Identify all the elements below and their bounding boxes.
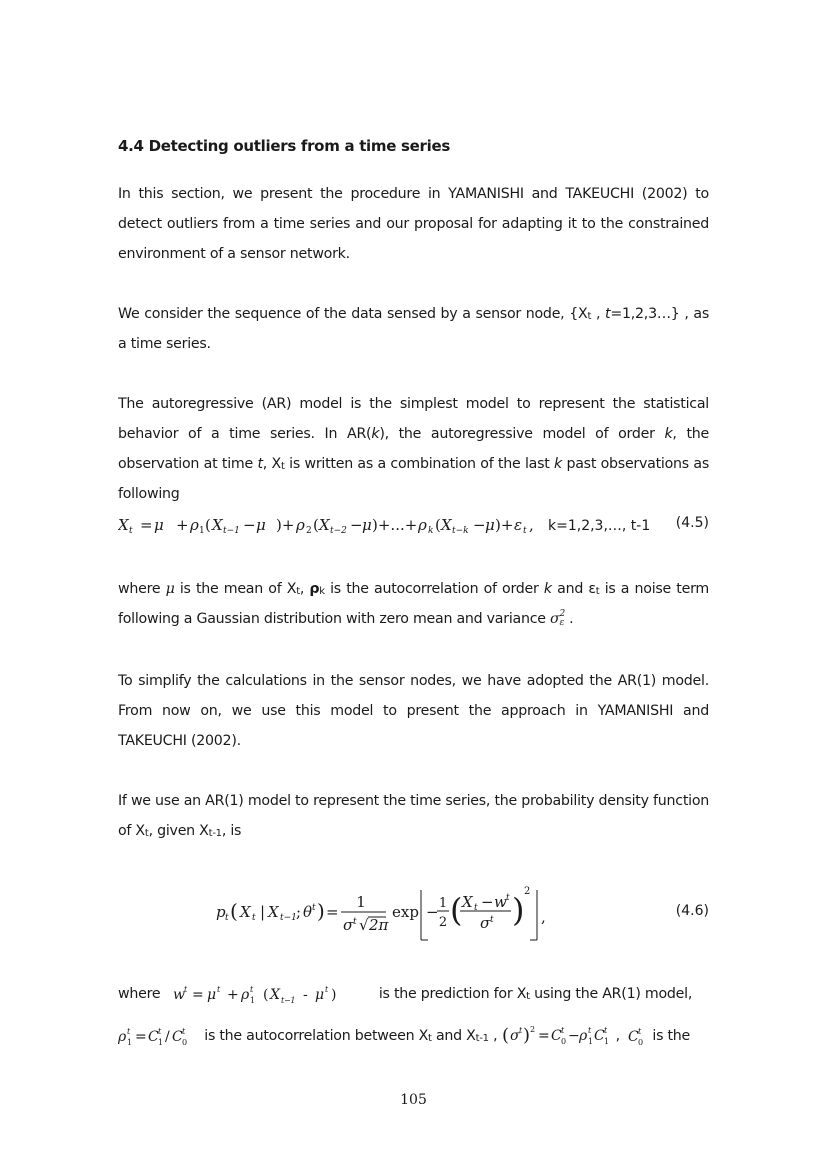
subscript: t-1	[475, 1033, 489, 1044]
eq-paren: (	[313, 516, 319, 534]
f-sub-0: 0	[182, 1038, 187, 1047]
eq-sub-t: t	[225, 913, 229, 923]
text-span: is the prediction for X	[374, 986, 527, 1002]
text-span: past observations as following	[118, 456, 709, 502]
eq-x: X	[240, 903, 251, 921]
f-sub-1: 1	[587, 1037, 593, 1046]
eq-minus: −	[243, 516, 256, 534]
subscript: t-1	[208, 828, 222, 839]
paragraph-ar-model	[118, 389, 709, 509]
superscript: 2	[559, 609, 565, 619]
f-sup-t: t	[127, 1027, 130, 1036]
f-equals: =	[537, 1028, 550, 1044]
f-w: w	[172, 987, 185, 1003]
text-span: where	[118, 986, 161, 1002]
text-span: and ε	[551, 581, 596, 597]
text-span: , is	[221, 823, 242, 839]
eq-mu: μ	[256, 516, 266, 534]
subscript: t	[587, 311, 592, 322]
variance-formula	[502, 1024, 614, 1048]
f-rparen: )	[522, 1025, 530, 1046]
equation-4-6-body	[216, 880, 556, 946]
eq-theta: θ	[303, 903, 313, 921]
eq-paren: )+	[276, 516, 295, 534]
f-plus: +	[226, 987, 239, 1003]
text-span: is written as a combination of the last	[284, 456, 555, 472]
f-c: C	[628, 1029, 639, 1045]
eq-sup-t: t	[353, 917, 357, 927]
subscript: k	[319, 586, 325, 597]
paragraph-density	[118, 786, 709, 846]
text-span: , given X	[148, 823, 209, 839]
eq-x: X	[441, 516, 452, 534]
text-span: .	[564, 611, 574, 627]
eq-2pi: 2π	[369, 916, 389, 934]
eq-lparen: (	[230, 899, 238, 923]
subscript: t	[280, 461, 285, 472]
eq-half-num: 1	[438, 896, 448, 911]
text-span: ,	[591, 306, 606, 322]
f-sub-0: 0	[638, 1038, 643, 1047]
f-sub-1: 1	[127, 1038, 132, 1047]
text-span: is the autocorrelation of order	[324, 581, 544, 597]
italic-var: k	[664, 426, 673, 442]
f-x: X	[269, 987, 280, 1003]
f-mu: μ	[206, 987, 216, 1003]
eq-comma: ,	[529, 516, 534, 534]
text-span: is the autocorrelation between X	[200, 1028, 429, 1044]
f-rparen: )	[330, 987, 336, 1003]
paragraph-time-series	[118, 299, 709, 359]
eq-sub-t2: t−2	[330, 526, 347, 536]
text-span: where	[118, 581, 166, 597]
eq-minus: −	[481, 893, 494, 911]
equation-4-5	[118, 515, 709, 537]
f-slash: /	[165, 1029, 170, 1045]
f-sup-t: t	[587, 1026, 591, 1035]
eq-sigma: σ	[480, 914, 491, 932]
f-rho: ρ	[240, 987, 249, 1003]
f-sigma: σ	[509, 1028, 519, 1044]
italic-var: k	[554, 456, 562, 472]
f-sup-t: t	[518, 1026, 522, 1035]
f-sup-t: t	[182, 1027, 185, 1036]
f-c: C	[172, 1029, 183, 1045]
f-minus: −	[567, 1028, 580, 1044]
equation-number-4-6: (4.6)	[675, 903, 709, 919]
eq-comma: ,	[541, 908, 546, 926]
f-sup-t: t	[158, 1027, 161, 1036]
italic-var: t	[605, 306, 611, 322]
text-span: If we use an AR(1) model to represent the time series, the probability density function of X	[118, 793, 709, 839]
eq-sub-t1: t−1	[223, 526, 240, 536]
eq-symbol: X	[118, 516, 129, 534]
eq-exp: exp	[392, 903, 419, 921]
eq-mu: μ	[362, 516, 372, 534]
eq-sup-t: t	[312, 903, 316, 913]
eq-sub-2: 2	[306, 526, 312, 536]
f-sub-1: 1	[603, 1037, 609, 1046]
equation-number-4-5: (4.5)	[675, 515, 709, 531]
italic-var: k	[371, 426, 380, 442]
f-sup-t: t	[324, 985, 328, 994]
eq-paren: (	[435, 516, 441, 534]
eq-square: 2	[524, 886, 531, 897]
c0-formula	[624, 1025, 648, 1047]
text-span: The autoregressive (AR) model is the simplest model to represent the statistical behavior of a time series. In AR(	[118, 396, 709, 442]
f-sub-1: 1	[249, 996, 255, 1005]
equation-4-5-formula	[118, 515, 658, 537]
text-span: is a noise term following a Gaussian distribution with zero mean and variance	[118, 581, 709, 627]
eq-sub-t: t	[252, 913, 256, 923]
text-span: ,	[615, 1028, 620, 1044]
eq-x: X	[319, 516, 330, 534]
eq-x: X	[462, 893, 473, 911]
text-span: ,	[299, 581, 310, 597]
eq-dots: )+...+	[372, 516, 418, 534]
eq-sub-t: t	[474, 903, 478, 913]
f-sup-t: t	[249, 985, 253, 994]
italic-var: σ	[550, 611, 560, 627]
f-equals: =	[135, 1029, 147, 1045]
eq-bar: |	[260, 903, 266, 921]
italic-var: k	[543, 581, 552, 597]
text-span: using the AR(1) model,	[529, 986, 693, 1002]
text-span: , the observation at time	[118, 426, 709, 472]
eq-rparen: )	[317, 899, 325, 923]
eq-semicolon: ;	[296, 903, 302, 921]
eq-sub-t: t	[523, 526, 527, 536]
equation-4-6	[118, 880, 709, 942]
eq-rho1: ρ	[190, 516, 199, 534]
eq-sub-1: 1	[199, 526, 205, 536]
eq-sub-t: t	[129, 526, 133, 536]
paragraph-intro: In this section, we present the procedure in YAMANISHI and TAKEUCHI (2002) to detect outliers from a time series and our proposal for adapting it to the constrained environment of a sensor network.	[118, 186, 709, 262]
paragraph-autocorrelation	[118, 1021, 709, 1053]
equation-4-5-body	[118, 515, 658, 541]
subscript: t	[526, 991, 530, 1002]
eq-rhok: ρ	[418, 516, 427, 534]
paragraph-prediction	[118, 979, 709, 1011]
eq-sub-k: k	[428, 526, 434, 536]
text-span: =1,2,3…} , as a time series.	[118, 306, 710, 352]
subscript: t	[428, 1033, 432, 1044]
eq-sub-tk: t−k	[452, 526, 469, 536]
text-span: ,	[488, 1028, 498, 1044]
f-mu: μ	[314, 987, 324, 1003]
eq-minus: −	[350, 516, 363, 534]
eq-big-rparen: )	[512, 891, 525, 929]
text-span: is the	[648, 1028, 691, 1044]
eq-rho2: ρ	[296, 516, 305, 534]
f-rho: ρ	[578, 1028, 587, 1044]
eq-plus: +	[176, 516, 189, 534]
f-lparen: (	[501, 1025, 509, 1046]
f-sup-t: t	[638, 1027, 642, 1036]
eq-epsilon: ε	[514, 516, 523, 534]
eq-x: X	[212, 516, 223, 534]
eq-w: w	[494, 893, 507, 911]
subscript: t	[595, 586, 600, 597]
subscript: t	[144, 828, 149, 839]
f-minus: -	[302, 987, 308, 1003]
paragraph-simplify: To simplify the calculations in the sensor nodes, we have adopted the AR(1) model. From now on, we use this model to present the approach in YAMANISHI and TAKEUCHI (2002).	[118, 673, 709, 749]
eq-frac-num: 1	[356, 893, 366, 911]
eq-p: p	[216, 903, 226, 921]
eq-sigma: σ	[343, 916, 354, 934]
text-span: ), the autoregressive model of order	[379, 426, 665, 442]
paragraph-where-mu	[118, 574, 709, 634]
page-number: 105	[400, 1092, 427, 1108]
eq-sup-t: t	[490, 915, 494, 925]
eq-big-lparen: (	[450, 891, 463, 929]
subscript: ε	[559, 618, 565, 628]
f-sub-1: 1	[158, 1038, 163, 1047]
eq-range: k=1,2,3,…, t-1	[548, 518, 651, 534]
eq-mu: μ	[154, 516, 164, 534]
f-rho: ρ	[118, 1029, 126, 1045]
eq-minus: −	[473, 516, 486, 534]
f-equals: =	[191, 987, 204, 1003]
eq-equals: =	[140, 516, 153, 534]
italic-var: μ	[165, 581, 175, 597]
eq-x: X	[268, 903, 279, 921]
italic-var: t	[257, 456, 263, 472]
f-sub-0: 0	[560, 1037, 566, 1046]
section-heading: 4.4 Detecting outliers from a time series	[118, 137, 450, 155]
f-sup-t: t	[216, 985, 220, 994]
eq-sup-t: t	[506, 893, 510, 903]
f-lparen: (	[262, 987, 268, 1003]
text-span: We consider the sequence of the data sensed by a sensor node, {X	[118, 306, 588, 322]
eq-sub-t1: t−1	[280, 913, 297, 923]
text-span: is the mean of X	[174, 581, 297, 597]
bold-var: ρ	[309, 581, 320, 597]
eq-mu: μ	[485, 516, 495, 534]
f-c: C	[550, 1028, 562, 1044]
prediction-formula	[165, 983, 375, 1005]
eq-minus: −	[426, 903, 439, 921]
text-span: , X	[262, 456, 281, 472]
f-sub-t1: t−1	[280, 996, 295, 1005]
subscript: t	[296, 586, 300, 597]
f-sup-t: t	[603, 1026, 607, 1035]
f-c: C	[148, 1029, 159, 1045]
f-sup-2: 2	[529, 1025, 535, 1034]
eq-sqrt: √	[359, 916, 369, 934]
equation-4-6-formula	[216, 880, 556, 942]
eq-paren: )+	[495, 516, 514, 534]
eq-paren: (	[205, 516, 211, 534]
eq-half-den: 2	[438, 915, 448, 930]
autocorrelation-formula	[118, 1025, 200, 1047]
f-sup-t: t	[183, 985, 187, 994]
eq-equals: =	[326, 903, 339, 921]
text-span: and X	[431, 1028, 476, 1044]
f-sup-t: t	[560, 1026, 564, 1035]
f-c: C	[593, 1028, 605, 1044]
